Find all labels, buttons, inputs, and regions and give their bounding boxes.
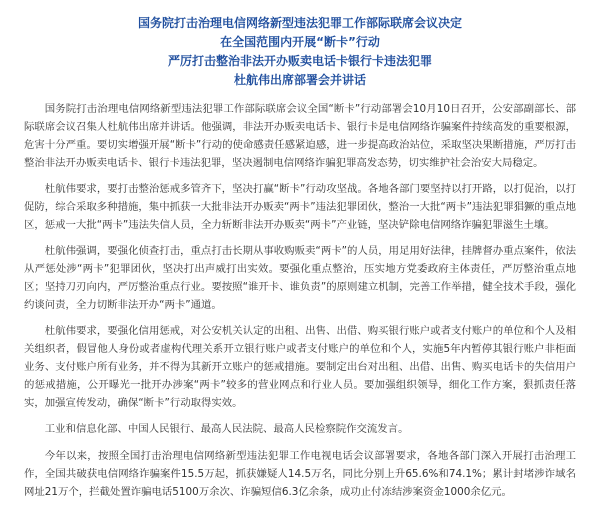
paragraph-credit-punishment: 杜航伟要求，要强化信用惩戒，对公安机关认定的出租、出售、出借、购买银行账户或者支付账户的单位和个人及相关组织者，假冒他人身份或者虚构代理关系开立银行账户或者支付账户的单位和个人，实施5年内暂停其银行账户非柜面业务、支付账户所有业务，并不得为其新开立账户的惩戒措施。要制定出台对出租、出借、出售、购买电话卡的失信用户的惩戒措施，公开曝光一批开办涉案“两卡”较多的营业网点和行业人员。要加强组织领导，细化工作方案，狠抓责任落实，加强宣传发动，确保“断卡”行动取得实效。	[24, 325, 576, 409]
paragraph-speakers: 工业和信息化部、中国人民银行、最高人民法院、最高人民检察院作交流发言。	[44, 423, 409, 435]
title-line-2: 在全国范围内开展“断卡”行动	[220, 35, 380, 49]
title-line-3: 严厉打击整治非法开办贩卖电话卡银行卡违法犯罪	[167, 54, 432, 68]
paragraph-crackdown: 杜航伟强调，要强化侦查打击，重点打击长期从事收购贩卖“两卡”的人员，用足用好法律，挂牌督办重点案件，依法从严惩处涉“两卡”犯罪团伙，坚决打出声威打出实效。要强化重点整治，压实地方党委政府主体责任，严厉整治重点地区；坚持刀刃向内，严厉整治重点行业。要按照“谁开卡、谁负责”的原则建立机制，完善工作举措，健全技术手段，强化约谈问责，全力切断非法开办“两卡”通道。	[24, 245, 576, 311]
paragraph-multi-measures: 杜航伟要求，要打击整治惩戒多管齐下，坚决打赢“断卡”行动攻坚战。各地各部门要坚持以打开路，以打促治，以打促防，综合采取多种措施，集中抓获一大批非法开办贩卖“两卡”违法犯罪团伙，整治一大批“两卡”违法犯罪猖獗的重点地区，惩戒一大批“两卡”违法失信人员，全力斩断非法开办贩卖“两卡”产业链，坚决铲除电信网络诈骗犯罪滋生土壤。	[24, 183, 576, 231]
paragraph-meeting-intro: 国务院打击治理电信网络新型违法犯罪工作部际联席会议全国“断卡”行动部署会10月10日召开，公安部副部长、部际联席会议召集人杜航伟出席并讲话。他强调，非法开办贩卖电话卡、银行卡是电信网络诈骗案件持续高发的重要根源，危害十分严重。要切实增强开展“断卡”行动的使命感责任感紧迫感，进一步提高政治站位，采取坚决果断措施，严厉打击整治非法开办贩卖电话卡、银行卡违法犯罪，坚决遏制电信网络诈骗犯罪高发态势，切实维护社会治安大局稳定。	[24, 103, 576, 169]
title-line-1: 国务院打击治理电信网络新型违法犯罪工作部际联席会议决定	[137, 16, 462, 30]
article-title-block	[24, 14, 576, 90]
paragraph-statistics: 今年以来，按照全国打击治理电信网络新型违法犯罪工作电视电话会议部署要求，各地各部门深入开展打击治理工作，全国共破获电信网络诈骗案件15.5万起，抓获嫌疑人14.5万名，同比分别上升65.6%和74.1%；累计封堵涉诈域名网址21万个，拦截处置诈骗电话5100万余次、诈骗短信6.3亿余条，成功止付冻结涉案资金1000余亿元。	[24, 450, 576, 498]
title-line-4: 杜航伟出席部署会并讲话	[233, 73, 366, 87]
